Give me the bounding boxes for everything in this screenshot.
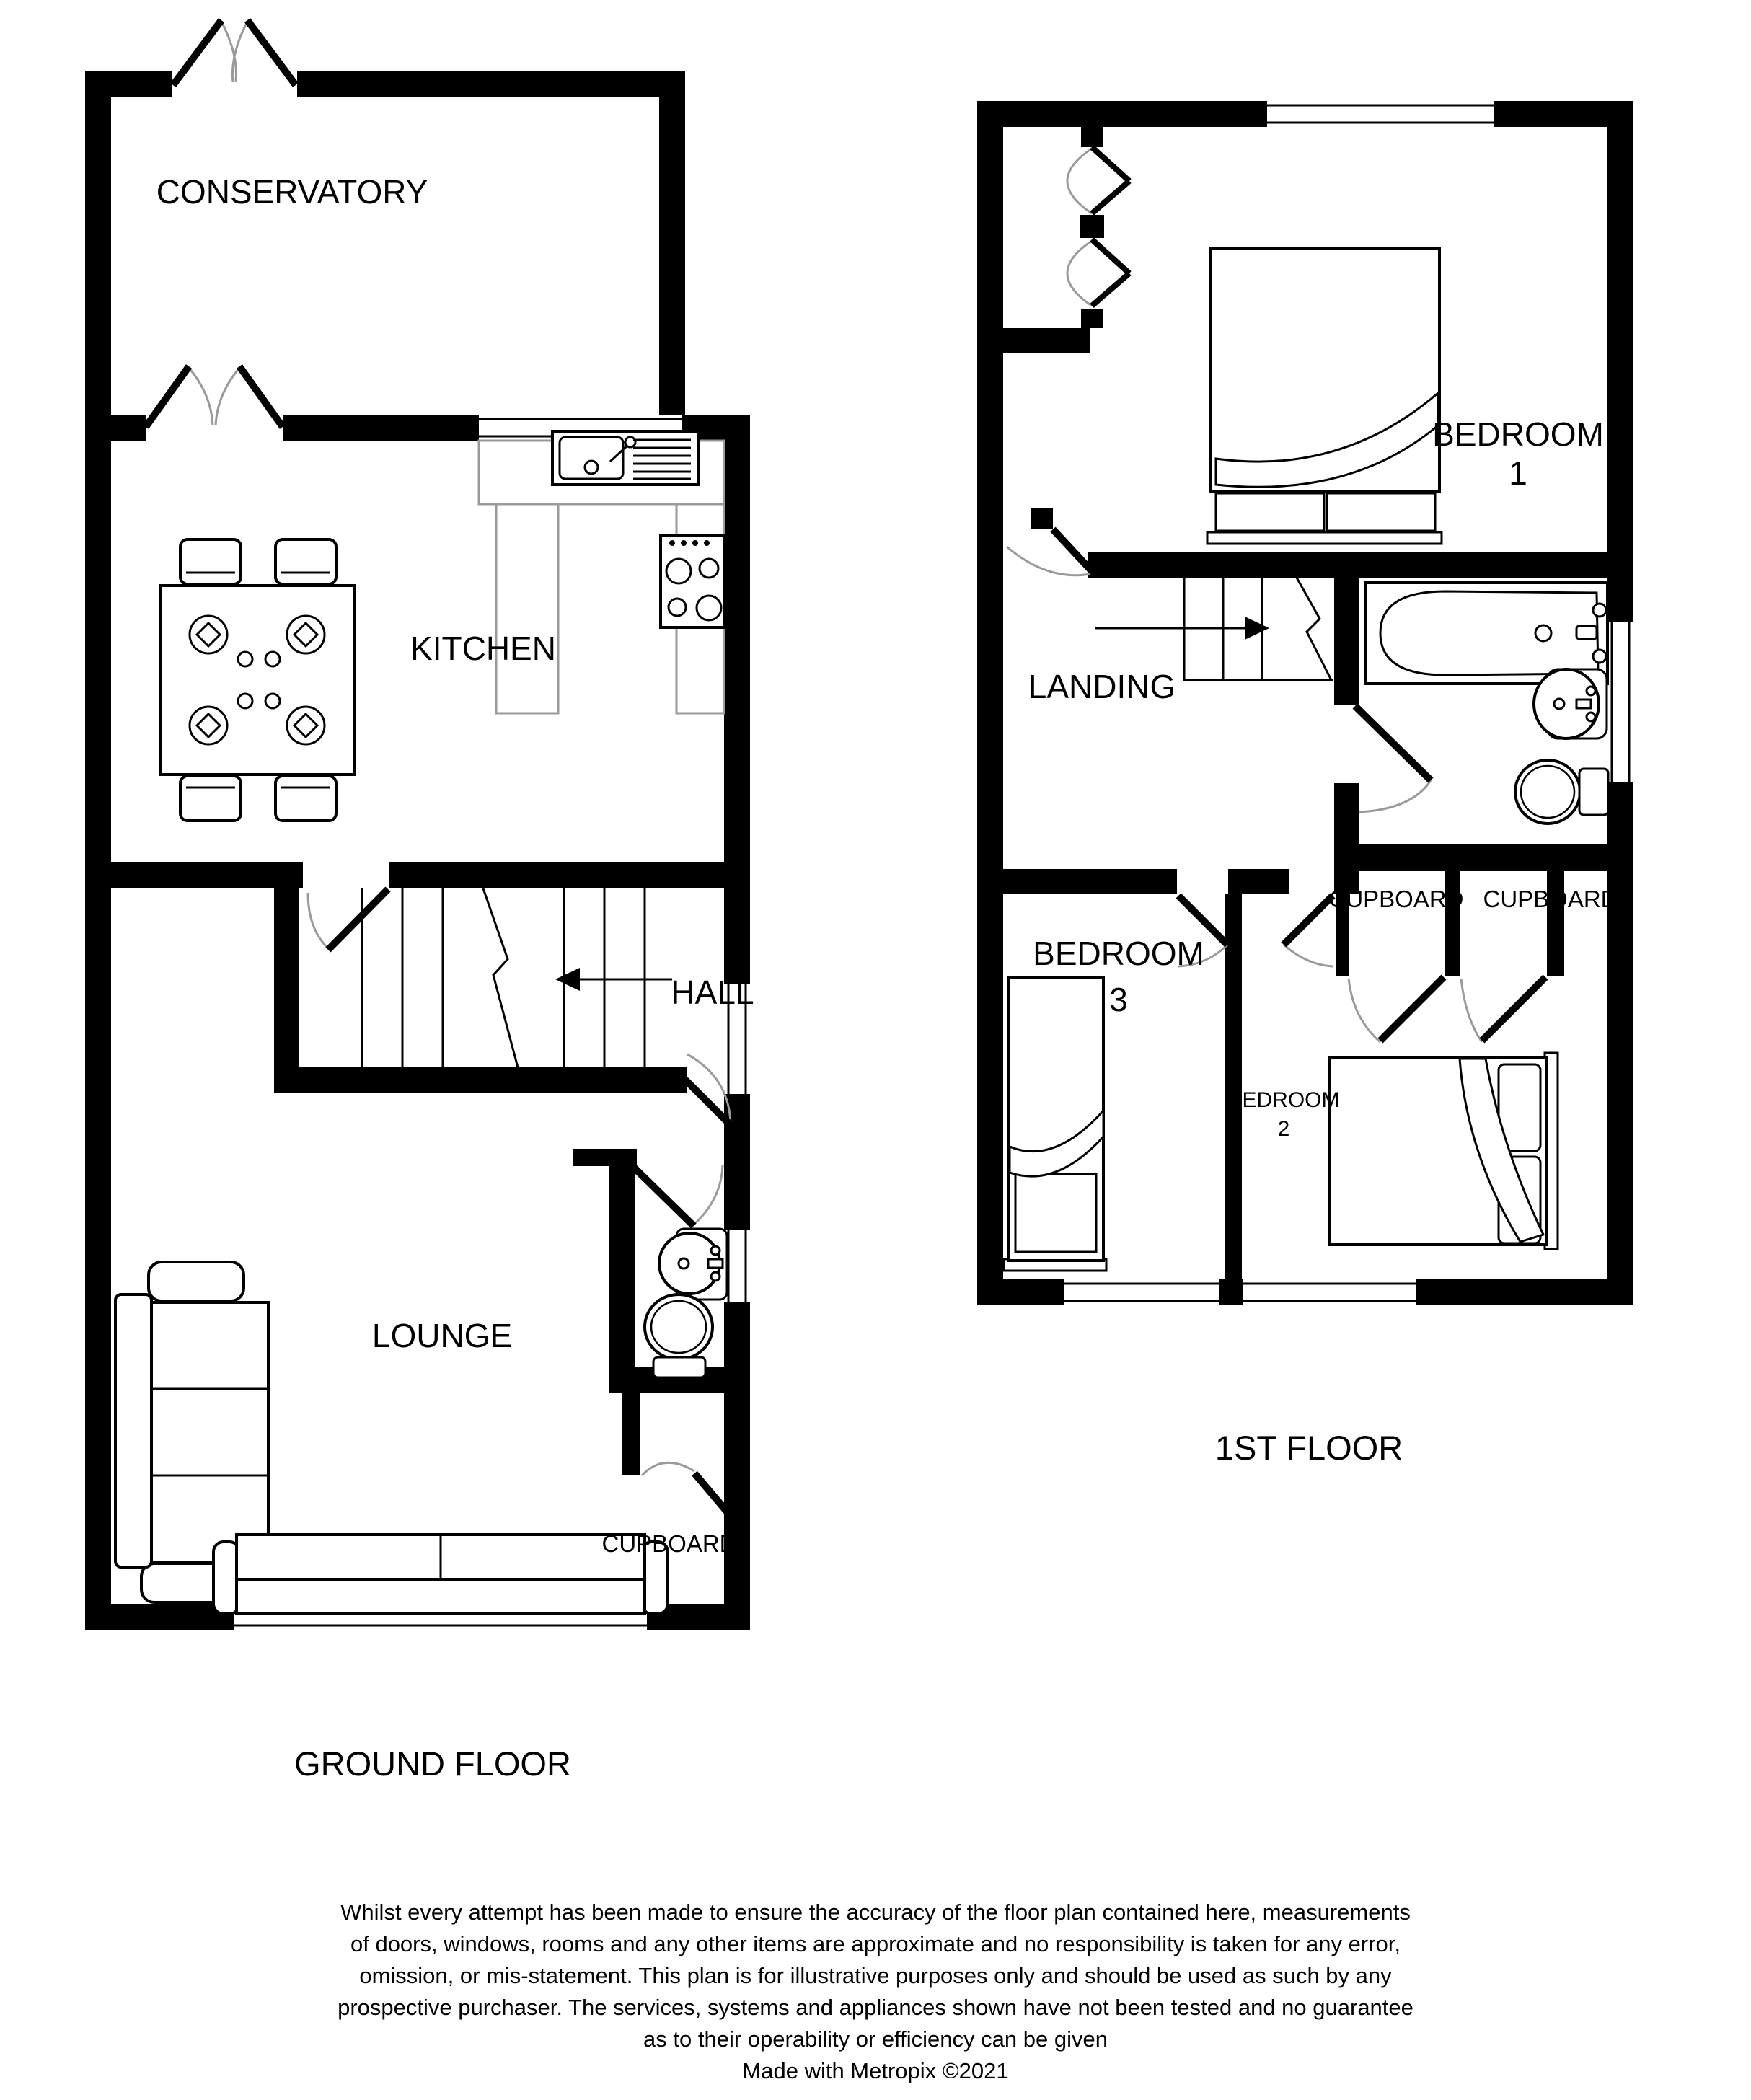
kitchen-sink-icon (552, 431, 698, 485)
double-doors-kitchen-conservatory (146, 366, 283, 427)
room-number-bedroom3: 3 (1109, 981, 1128, 1018)
room-label-hall: HALL (671, 974, 754, 1011)
window (1243, 1279, 1416, 1305)
room-label-bedroom3: BEDROOM (1033, 935, 1204, 972)
door-bathroom (1355, 706, 1431, 812)
sofa-2seat-icon (213, 1535, 668, 1614)
stairs-direction-arrow (555, 968, 672, 991)
disclaimer-line: Whilst every attempt has been made to ensure the accuracy of the floor plan contained here, measurements (340, 1900, 1411, 1925)
door-bedroom-1 (1007, 529, 1092, 575)
wc-sink-icon (659, 1229, 727, 1300)
stairs-ground-icon (362, 888, 672, 1067)
disclaimer-line: of doors, windows, rooms and any other items are approximate and no responsibility is taken for any error, (350, 1931, 1401, 1956)
dining-table-icon (160, 539, 355, 821)
stairs-direction-arrow (1095, 617, 1269, 640)
footer-disclaimer (338, 1900, 1413, 2083)
disclaimer-line: prospective purchaser. The services, systems and appliances shown have not been tested and no guarantee (338, 1995, 1413, 2020)
stairs-first-icon (1095, 578, 1333, 680)
room-label-conservatory: CONSERVATORY (156, 173, 428, 211)
door-cupboard-left (1349, 977, 1444, 1042)
door-cupboard-right (1461, 977, 1545, 1042)
ground-floor-title: GROUND FLOOR (294, 1744, 571, 1783)
bed-double-bedroom1-icon (1207, 248, 1442, 544)
french-doors-conservatory (173, 20, 296, 85)
door-lounge-wc (630, 1163, 723, 1226)
bed-single-bedroom3-icon (1004, 978, 1106, 1271)
first-floor-plan (977, 101, 1633, 1467)
bathroom-sink-icon (1534, 669, 1607, 738)
room-label-lounge: LOUNGE (371, 1317, 513, 1354)
room-label-landing: LANDING (1028, 668, 1176, 705)
room-label-cupboard-right: CUPBOARD (1483, 886, 1618, 912)
ground-floor-plan (85, 20, 754, 1783)
disclaimer-line: as to their operability or efficiency can be given (643, 2026, 1108, 2052)
room-label-bedroom2: BEDROOM (1227, 1088, 1340, 1112)
window (1607, 622, 1633, 782)
cooker-icon (661, 535, 724, 627)
room-label-bedroom1: BEDROOM (1432, 415, 1604, 453)
door-kitchen-hall (308, 889, 388, 950)
bed-double-bedroom2-icon (1330, 1053, 1558, 1249)
disclaimer-line: omission, or mis-statement. This plan is for illustrative purposes only and should be used as such by any (359, 1963, 1392, 1988)
room-label-cupboard-ground: CUPBOARD (601, 1530, 737, 1557)
wc-toilet-icon (645, 1294, 713, 1377)
bathroom-toilet-icon (1515, 760, 1608, 824)
first-floor-title: 1ST FLOOR (1214, 1429, 1403, 1467)
door-bedroom-2-vestibule (1284, 896, 1333, 966)
room-label-cupboard-left: CUPBOARD (1328, 886, 1464, 912)
window (1064, 1279, 1219, 1305)
room-number-bedroom2: 2 (1277, 1117, 1290, 1141)
credit-line: Made with Metropix ©2021 (742, 2058, 1009, 2083)
room-number-bedroom1: 1 (1509, 454, 1527, 492)
room-label-kitchen: KITCHEN (410, 630, 556, 667)
window (1267, 101, 1494, 127)
